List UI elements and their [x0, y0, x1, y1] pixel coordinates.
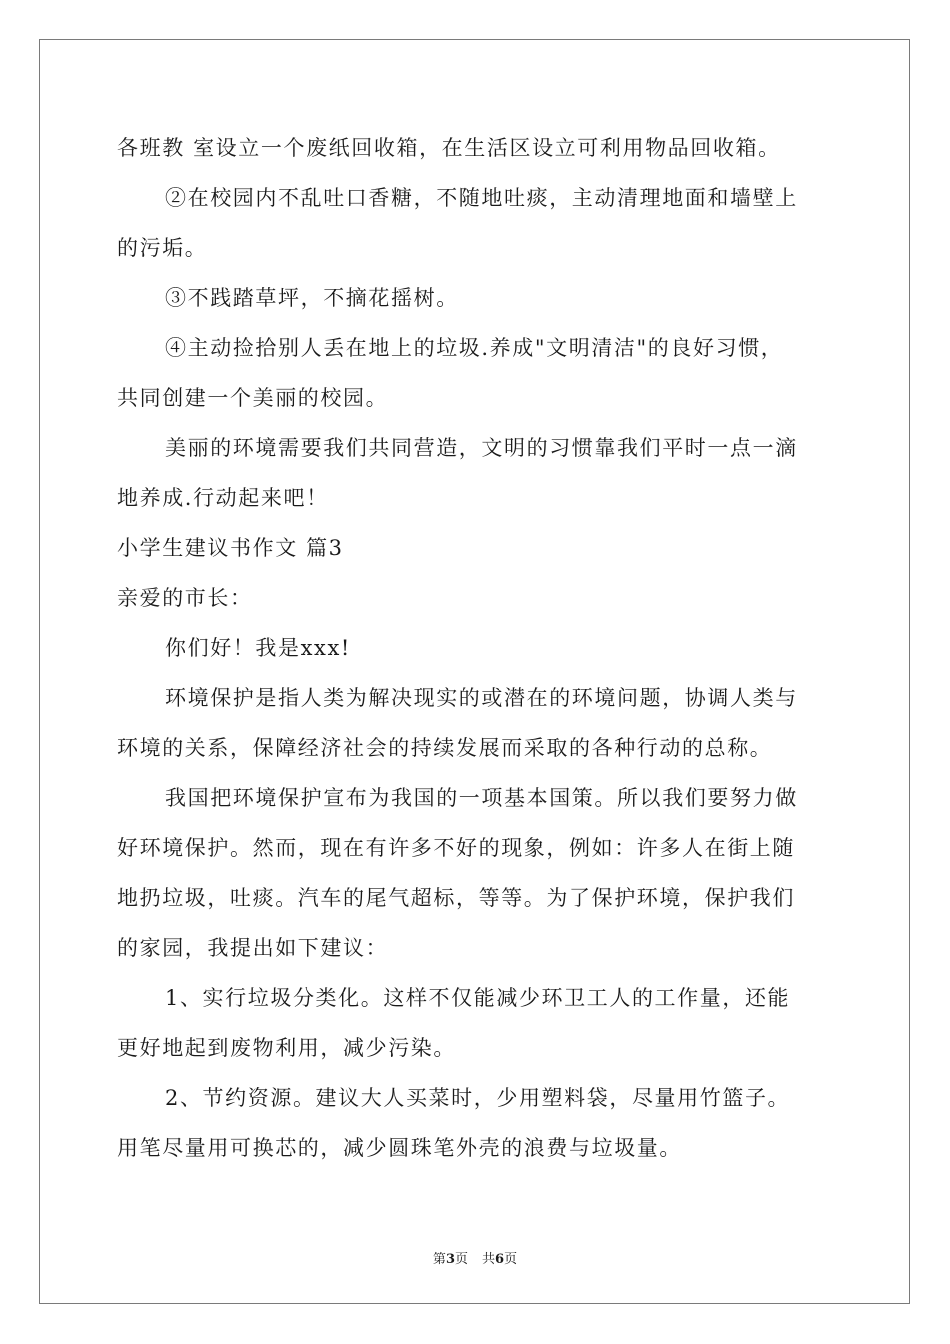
text-line: 我国把环境保护宣布为我国的一项基本国策。所以我们要努力做: [165, 786, 798, 810]
text-line: 更好地起到废物利用，减少污染。: [117, 1036, 456, 1060]
total-pages: 6: [495, 1252, 505, 1267]
text-line: 共同创建一个美丽的校园。: [117, 386, 389, 410]
total-prefix: 共: [482, 1252, 496, 1267]
page-number: 3: [445, 1252, 455, 1267]
text-line: 地养成.行动起来吧！: [117, 486, 329, 510]
page-footer: [0, 1248, 950, 1267]
page-suffix: 页: [454, 1252, 468, 1267]
total-suffix: 页: [504, 1252, 518, 1267]
salutation: 亲爱的市长：: [117, 586, 253, 610]
text-line: ④主动捡拾别人丢在地上的垃圾.养成"文明清洁"的良好习惯，: [165, 336, 784, 360]
text-line: 好环境保护。然而，现在有许多不好的现象，例如：许多人在街上随: [117, 836, 795, 860]
text-line: 2、节约资源。建议大人买菜时，少用塑料袋，尽量用竹篮子。: [165, 1086, 791, 1110]
text-line: ③不践踏草坪，不摘花摇树。: [165, 286, 459, 310]
text-line: 1、实行垃圾分类化。这样不仅能减少环卫工人的工作量，还能: [165, 986, 791, 1010]
greeting-line: 你们好！我是xxx!: [165, 636, 351, 660]
text-line: 环境保护是指人类为解决现实的或潜在的环境问题，协调人类与: [165, 686, 798, 710]
document-body: [117, 128, 837, 1178]
text-line: 各班教 室设立一个废纸回收箱，在生活区设立可利用物品回收箱。: [117, 136, 781, 160]
text-line: 环境的关系，保障经济社会的持续发展而采取的各种行动的总称。: [117, 736, 773, 760]
text-line: 的污垢。: [117, 236, 208, 260]
text-line: 地扔垃圾，吐痰。汽车的尾气超标，等等。为了保护环境，保护我们: [117, 886, 795, 910]
page-prefix: 第: [432, 1252, 446, 1267]
text-line: ②在校园内不乱吐口香糖，不随地吐痰，主动清理地面和墙壁上: [165, 186, 798, 210]
section-heading: 小学生建议书作文 篇3: [117, 536, 344, 560]
text-line: 用笔尽量用可换芯的，减少圆珠笔外壳的浪费与垃圾量。: [117, 1136, 682, 1160]
text-line: 的家园，我提出如下建议：: [117, 936, 389, 960]
text-line: 美丽的环境需要我们共同营造，文明的习惯靠我们平时一点一滴: [165, 436, 798, 460]
